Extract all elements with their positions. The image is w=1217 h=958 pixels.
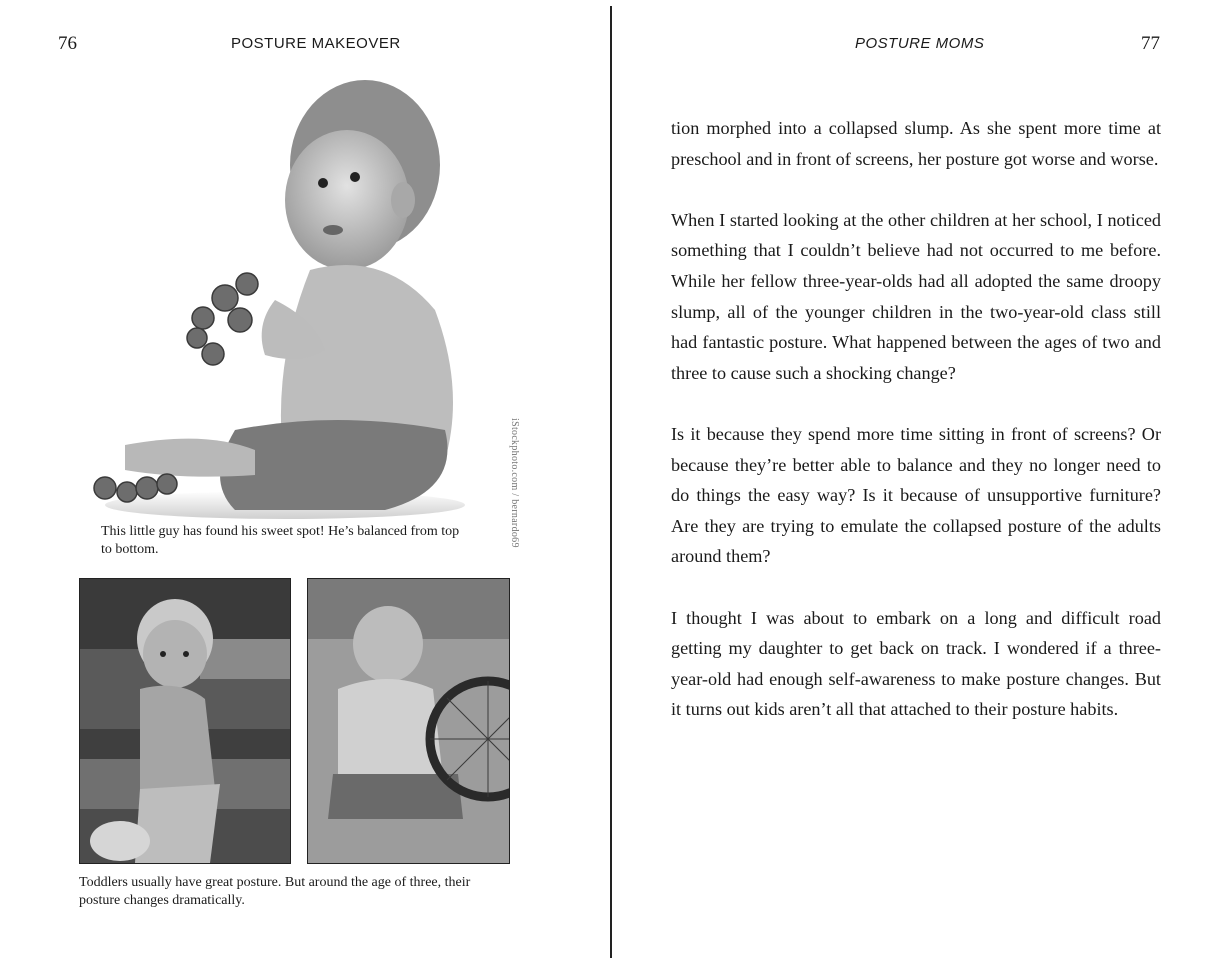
paragraph: tion morphed into a collapsed slump. As she spent more time at preschool and in front of screens, her posture got worse and worse. — [671, 118, 1161, 169]
baby-with-toy-photo — [85, 70, 465, 520]
paragraph: Is it because they spend more time sitting in front of screens? Or because they’re better able to balance and they no longer need to do things the easy way? Is it because of unsupportive furniture? Are they are trying to emulate the collapsed posture of the adults around them? — [671, 423, 1161, 567]
page-number: 77 — [1141, 33, 1160, 54]
paragraph: I thought I was about to embark on a long and difficult road getting my daughter to get back on track. I wondered if a three-year-old had enough self-awareness to make posture changes. But it turns out kids aren’t all that attached to their posture habits. — [671, 607, 1161, 720]
paragraph: When I started looking at the other children at her school, I noticed something that I couldn’t believe had not occurred to me before. While her fellow three-year-olds had all adopted the same droopy slump, all of the younger children in the two-year-old class still had fantastic posture. What happened between the ages of two and three to cause such a shocking change? — [671, 209, 1161, 383]
toddler-girl-photo — [79, 578, 291, 864]
toddler-boy-photo — [307, 578, 510, 864]
page-number: 76 — [58, 33, 77, 54]
running-head: POSTURE MOMS — [855, 35, 985, 52]
right-page — [613, 0, 1217, 958]
body-text — [671, 113, 1161, 755]
photo-credit: iStockphoto.com / bernardo69 — [509, 418, 520, 548]
page-gutter — [610, 6, 612, 958]
caption-top: This little guy has found his sweet spot! He’s balanced from top to bottom. — [101, 524, 460, 557]
caption-bottom: Toddlers usually have great posture. But around the age of three, their posture changes dramatically. — [79, 875, 471, 908]
running-head: POSTURE MAKEOVER — [231, 35, 401, 52]
